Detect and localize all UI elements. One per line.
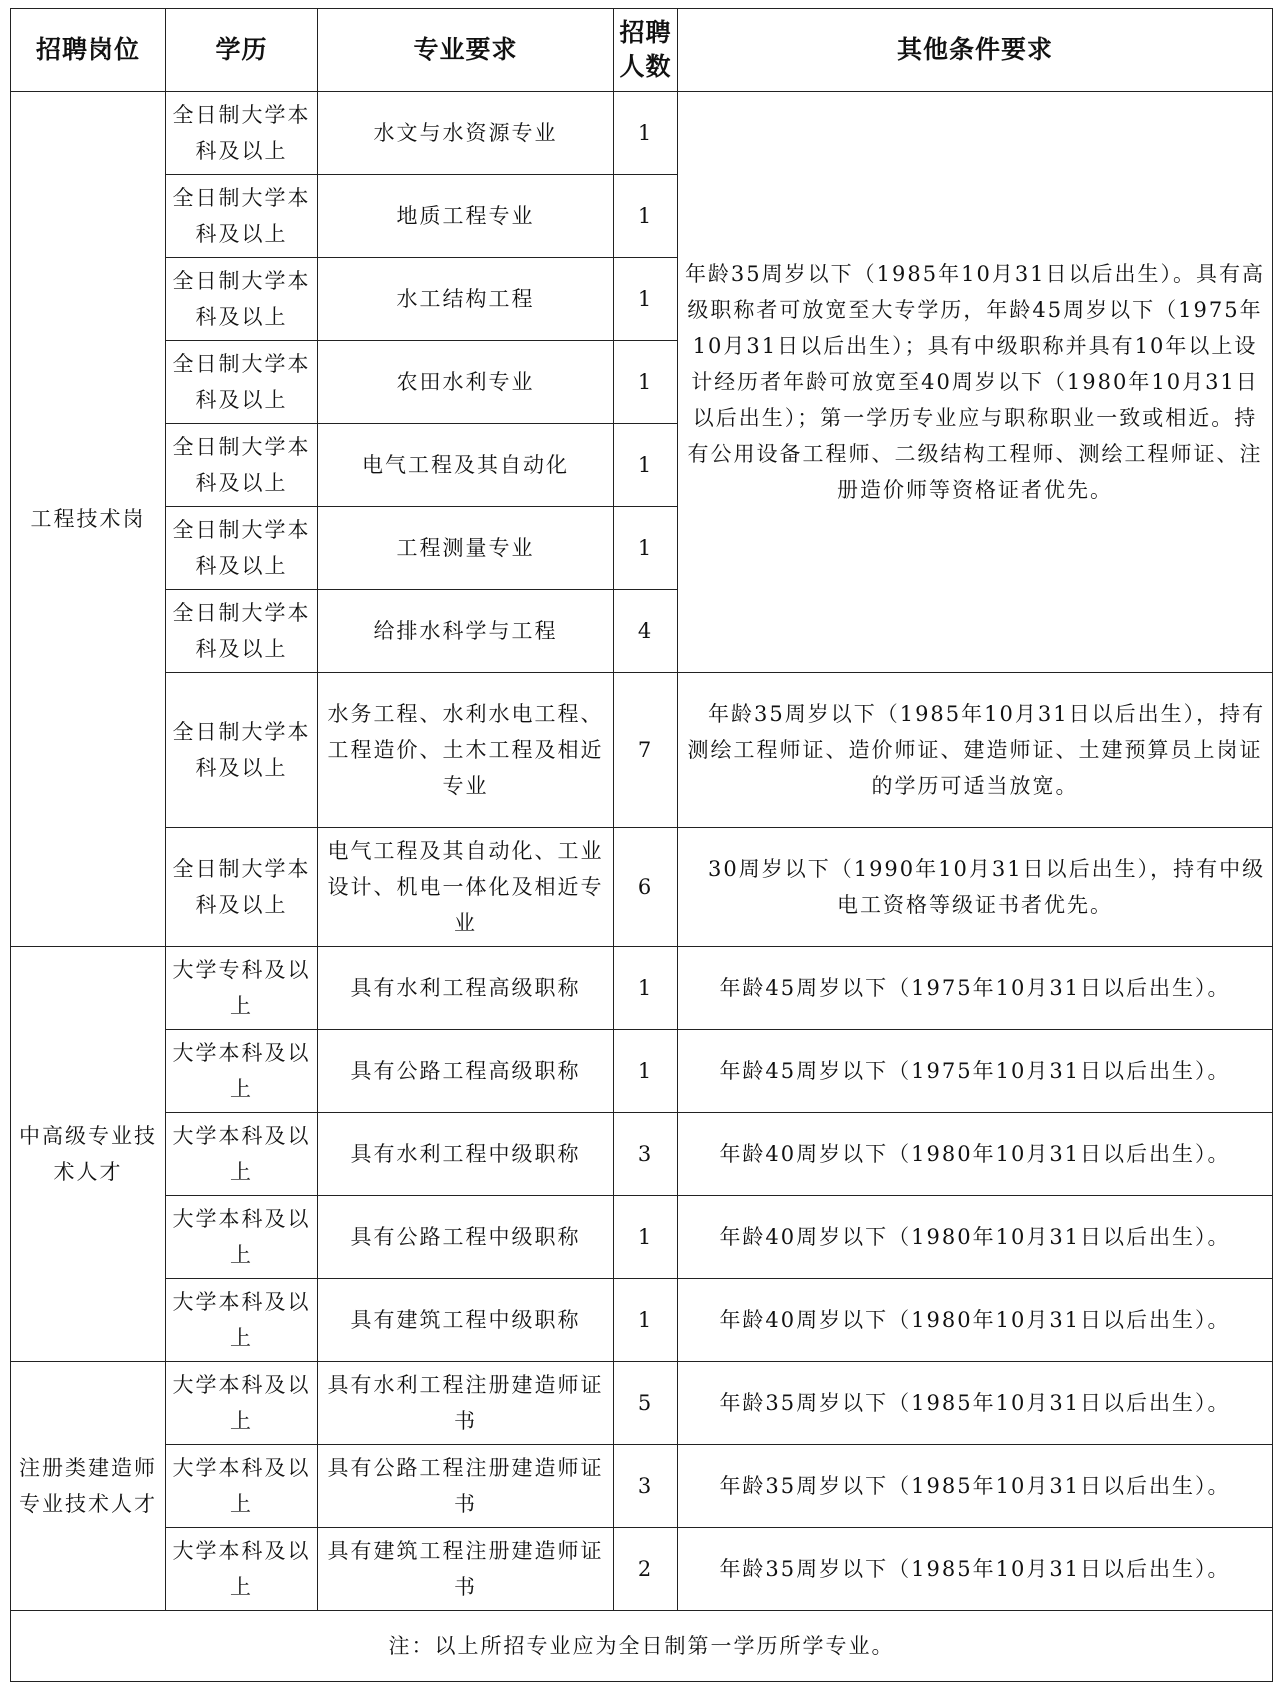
count-cell: 1	[614, 1279, 678, 1362]
table-row	[11, 947, 1273, 1030]
count-cell: 1	[614, 424, 678, 507]
education-cell: 大学本科及以上	[166, 1196, 318, 1279]
education-cell: 大学本科及以上	[166, 1113, 318, 1196]
other-requirements-cell: 年龄40周岁以下（1980年10月31日以后出生）。	[678, 1196, 1273, 1279]
education-cell: 大学本科及以上	[166, 1528, 318, 1611]
education-cell: 全日制大学本科及以上	[166, 424, 318, 507]
count-cell: 5	[614, 1362, 678, 1445]
major-cell: 地质工程专业	[318, 175, 614, 258]
major-cell: 农田水利专业	[318, 341, 614, 424]
count-cell: 1	[614, 258, 678, 341]
other-requirements-cell: 年龄45周岁以下（1975年10月31日以后出生）。	[678, 947, 1273, 1030]
major-cell: 具有建筑工程中级职称	[318, 1279, 614, 1362]
education-cell: 大学本科及以上	[166, 1279, 318, 1362]
education-cell: 全日制大学本科及以上	[166, 175, 318, 258]
major-cell: 具有水利工程中级职称	[318, 1113, 614, 1196]
education-cell: 全日制大学本科及以上	[166, 341, 318, 424]
header-education: 学历	[166, 9, 318, 92]
count-cell: 1	[614, 1196, 678, 1279]
header-major: 专业要求	[318, 9, 614, 92]
education-cell: 大学本科及以上	[166, 1445, 318, 1528]
major-cell: 给排水科学与工程	[318, 590, 614, 673]
count-cell: 1	[614, 1030, 678, 1113]
table-row	[11, 673, 1273, 828]
count-cell: 4	[614, 590, 678, 673]
education-cell: 大学本科及以上	[166, 1030, 318, 1113]
count-cell: 7	[614, 673, 678, 828]
other-requirements-cell: 年龄35周岁以下（1985年10月31日以后出生）。	[678, 1445, 1273, 1528]
other-requirements-cell: 年龄40周岁以下（1980年10月31日以后出生）。	[678, 1279, 1273, 1362]
table-row	[11, 1445, 1273, 1528]
education-cell: 全日制大学本科及以上	[166, 507, 318, 590]
table-row	[11, 1030, 1273, 1113]
major-cell: 工程测量专业	[318, 507, 614, 590]
note-row	[11, 1611, 1273, 1682]
education-cell: 全日制大学本科及以上	[166, 590, 318, 673]
other-requirements-cell: 30周岁以下（1990年10月31日以后出生），持有中级电工资格等级证书者优先。	[678, 828, 1273, 947]
major-cell: 具有公路工程中级职称	[318, 1196, 614, 1279]
major-cell: 电气工程及其自动化	[318, 424, 614, 507]
table-row	[11, 1528, 1273, 1611]
major-cell: 具有公路工程高级职称	[318, 1030, 614, 1113]
table-row	[11, 1279, 1273, 1362]
major-cell: 水文与水资源专业	[318, 92, 614, 175]
education-cell: 全日制大学本科及以上	[166, 258, 318, 341]
major-cell: 具有公路工程注册建造师证书	[318, 1445, 614, 1528]
count-cell: 1	[614, 507, 678, 590]
education-cell: 全日制大学本科及以上	[166, 673, 318, 828]
major-cell: 水工结构工程	[318, 258, 614, 341]
education-cell: 全日制大学本科及以上	[166, 92, 318, 175]
table-note: 注：以上所招专业应为全日制第一学历所学专业。	[11, 1611, 1273, 1682]
major-cell: 具有建筑工程注册建造师证书	[318, 1528, 614, 1611]
major-cell: 具有水利工程注册建造师证书	[318, 1362, 614, 1445]
count-cell: 3	[614, 1113, 678, 1196]
table-row	[11, 828, 1273, 947]
header-count: 招聘人数	[614, 9, 678, 92]
count-cell: 1	[614, 92, 678, 175]
count-cell: 1	[614, 175, 678, 258]
education-cell: 大学本科及以上	[166, 1362, 318, 1445]
table-row	[11, 1113, 1273, 1196]
header-row	[11, 9, 1273, 92]
header-other: 其他条件要求	[678, 9, 1273, 92]
education-cell: 大学专科及以上	[166, 947, 318, 1030]
major-cell: 水务工程、水利水电工程、工程造价、土木工程及相近专业	[318, 673, 614, 828]
major-cell: 具有水利工程高级职称	[318, 947, 614, 1030]
major-cell: 电气工程及其自动化、工业设计、机电一体化及相近专业	[318, 828, 614, 947]
count-cell: 1	[614, 947, 678, 1030]
position-cell: 工程技术岗	[11, 92, 166, 947]
position-cell: 注册类建造师专业技术人才	[11, 1362, 166, 1611]
education-cell: 全日制大学本科及以上	[166, 828, 318, 947]
other-requirements-cell: 年龄35周岁以下（1985年10月31日以后出生）。	[678, 1528, 1273, 1611]
table-row	[11, 1362, 1273, 1445]
other-requirements-cell: 年龄35周岁以下（1985年10月31日以后出生），持有测绘工程师证、造价师证、建造师证、土建预算员上岗证的学历可适当放宽。	[678, 673, 1273, 828]
count-cell: 1	[614, 341, 678, 424]
position-cell: 中高级专业技术人才	[11, 947, 166, 1362]
recruitment-table	[10, 8, 1273, 1682]
other-requirements-cell: 年龄35周岁以下（1985年10月31日以后出生）。具有高级职称者可放宽至大专学历，年龄45周岁以下（1975年10月31日以后出生）；具有中级职称并具有10年以上设计经历者年龄可放宽至40周岁以下（1980年10月31日以后出生）；第一学历专业应与职称职业一致或相近。持有公用设备工程师、二级结构工程师、测绘工程师证、注册造价师等资格证者优先。	[678, 92, 1273, 673]
count-cell: 3	[614, 1445, 678, 1528]
count-cell: 2	[614, 1528, 678, 1611]
other-requirements-cell: 年龄35周岁以下（1985年10月31日以后出生）。	[678, 1362, 1273, 1445]
table-row	[11, 92, 1273, 175]
other-requirements-cell: 年龄45周岁以下（1975年10月31日以后出生）。	[678, 1030, 1273, 1113]
header-position: 招聘岗位	[11, 9, 166, 92]
count-cell: 6	[614, 828, 678, 947]
other-requirements-cell: 年龄40周岁以下（1980年10月31日以后出生）。	[678, 1113, 1273, 1196]
table-row	[11, 1196, 1273, 1279]
